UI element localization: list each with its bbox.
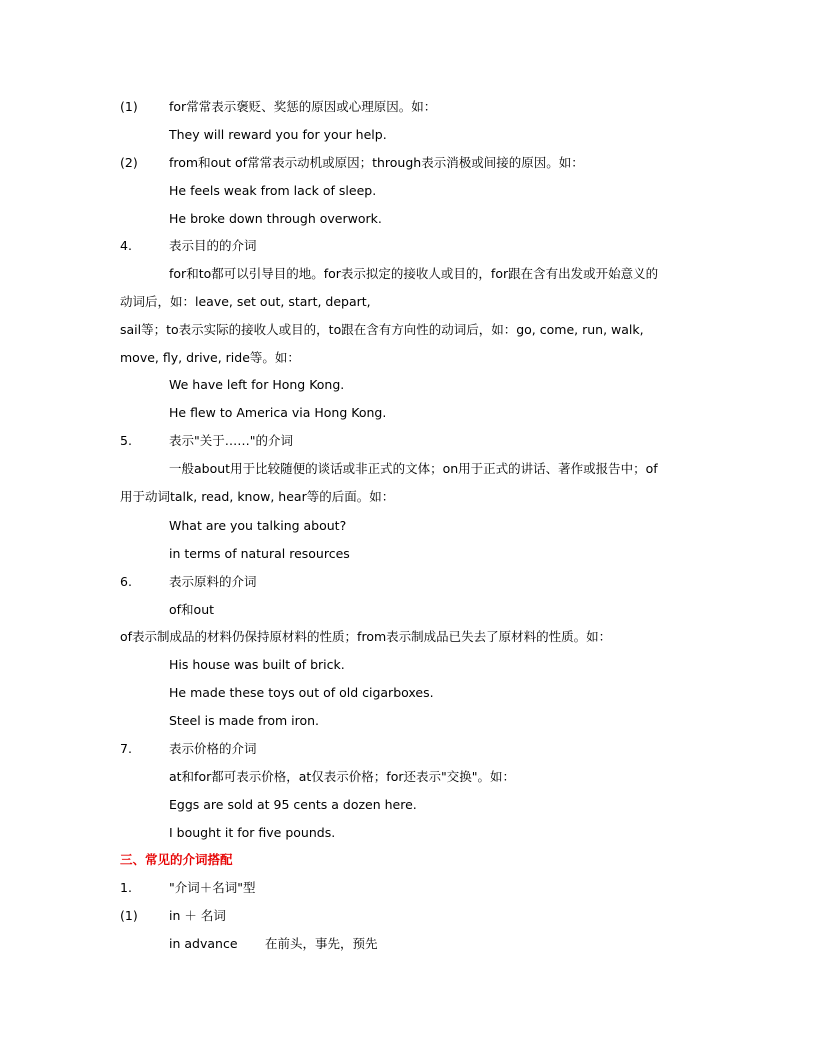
section-heading-text: 三、常见的介词搭配: [120, 852, 233, 867]
example-text: He broke down through overwork.: [169, 211, 382, 226]
example-text: He feels weak from lack of sleep.: [169, 183, 377, 198]
item-text: "介词＋名词"型: [169, 880, 256, 895]
paragraph-text: of和out: [169, 602, 215, 617]
phrase-chinese: 在前头，事先，预先: [265, 936, 378, 951]
item-text: in ＋ 名词: [169, 908, 226, 923]
item-text: for常常表示褒贬、奖惩的原因或心理原因。如：: [169, 99, 437, 114]
item-number: (1): [120, 908, 138, 923]
item-text: 表示价格的介词: [169, 741, 257, 756]
paragraph-text: 用于动词talk, read, know, hear等的后面。如：: [120, 489, 395, 504]
example-text: We have left for Hong Kong.: [169, 377, 345, 392]
example-text: Eggs are sold at 95 cents a dozen here.: [169, 797, 417, 812]
example-text: He flew to America via Hong Kong.: [169, 405, 387, 420]
paragraph-text: 一般about用于比较随便的谈话或非正式的文体；on用于正式的讲话、著作或报告中；of: [169, 461, 658, 476]
paragraph-text: 动词后，如：leave, set out, start, depart,: [120, 294, 371, 309]
example-text: What are you talking about?: [169, 518, 347, 533]
example-text: I bought it for five pounds.: [169, 825, 336, 840]
paragraph-text: at和for都可表示价格，at仅表示价格；for还表示"交换"。如：: [169, 769, 515, 784]
item-text: from和out of常常表示动机或原因；through表示消极或间接的原因。如：: [169, 155, 584, 170]
item-number: 4.: [120, 238, 132, 253]
example-text: He made these toys out of old cigarboxes.: [169, 685, 434, 700]
item-number: 5.: [120, 433, 132, 448]
phrase-row: [169, 936, 378, 952]
item-number: (2): [120, 155, 138, 170]
paragraph-text: sail等；to表示实际的接收人或目的，to跟在含有方向性的动词后，如：go, come, run, walk,: [120, 322, 644, 337]
item-text: 表示原料的介词: [169, 574, 257, 589]
example-text: Steel is made from iron.: [169, 713, 319, 728]
phrase-english: in advance: [169, 936, 238, 951]
example-text: His house was built of brick.: [169, 657, 345, 672]
paragraph-text: of表示制成品的材料仍保持原材料的性质；from表示制成品已失去了原材料的性质。如：: [120, 629, 612, 644]
item-text: 表示"关于……"的介词: [169, 433, 293, 448]
item-number: 1.: [120, 880, 132, 895]
item-number: 6.: [120, 574, 132, 589]
paragraph-text: move, fly, drive, ride等。如：: [120, 350, 300, 365]
item-text: 表示目的的介词: [169, 238, 257, 253]
example-text: They will reward you for your help.: [169, 127, 387, 142]
item-number: (1): [120, 99, 138, 114]
paragraph-text: for和to都可以引导目的地。for表示拟定的接收人或目的，for跟在含有出发或开始意义的: [169, 266, 659, 281]
example-text: in terms of natural resources: [169, 546, 350, 561]
item-number: 7.: [120, 741, 132, 756]
